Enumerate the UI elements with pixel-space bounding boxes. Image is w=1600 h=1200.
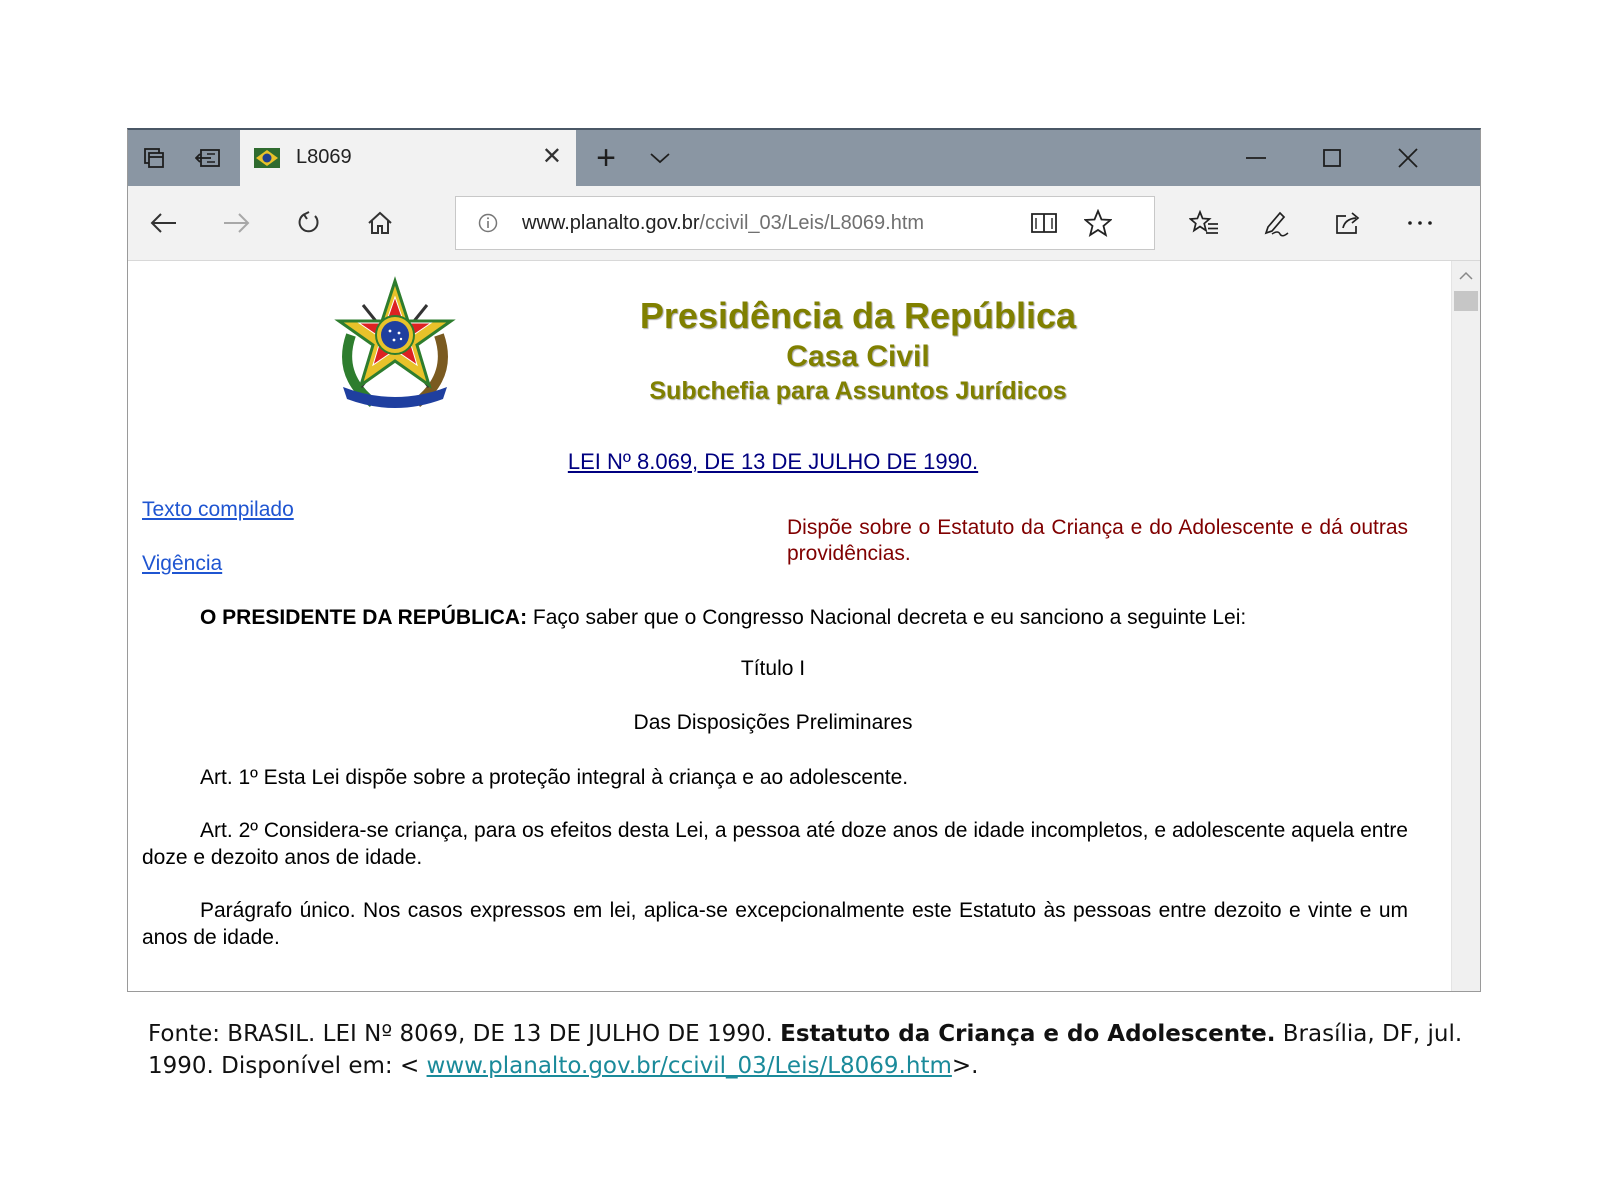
vertical-scrollbar[interactable] — [1451, 261, 1480, 992]
vigencia-link[interactable]: Vigência — [142, 552, 223, 575]
department-name: Subchefia para Assuntos Jurídicos — [649, 377, 1067, 405]
set-tabs-aside-icon[interactable] — [182, 130, 234, 186]
address-bar[interactable] — [455, 196, 1155, 250]
active-tab[interactable] — [240, 130, 576, 186]
browser-window — [127, 128, 1481, 992]
reading-view-icon[interactable] — [1030, 210, 1058, 241]
back-arrow-icon[interactable] — [138, 198, 190, 248]
page-subtitle: Casa Civil — [786, 340, 930, 373]
title-name: Das Disposições Preliminares — [633, 711, 913, 734]
caption-prefix: Fonte: BRASIL. LEI Nº 8069, DE 13 DE JULHO DE 1990. — [148, 1021, 781, 1047]
page-title: Presidência da República — [639, 295, 1077, 336]
url-host: www.planalto.gov.br — [522, 212, 700, 234]
caption-url-link[interactable]: www.planalto.gov.br/ccivil_03/Leis/L8069.htm — [426, 1053, 952, 1079]
tab-title: L8069 — [296, 146, 352, 168]
maximize-icon[interactable] — [1294, 130, 1370, 186]
title-heading: Título I — [740, 657, 806, 680]
new-tab-button[interactable]: + — [596, 138, 616, 177]
refresh-icon[interactable] — [282, 198, 334, 248]
law-ementa: Dispõe sobre o Estatuto da Criança e do Adolescente e dá outras providências. — [787, 516, 1408, 565]
caption-middle: Brasília, DF, jul. 1990. Disponível em: < — [148, 1021, 1463, 1079]
more-options-icon[interactable] — [1394, 198, 1446, 248]
navigation-bar — [128, 186, 1480, 261]
favorites-hub-icon[interactable] — [1178, 198, 1230, 248]
tab-bar — [128, 130, 1480, 186]
preamble-bold: O PRESIDENTE DA REPÚBLICA: — [200, 606, 528, 629]
url-path: /ccivil_03/Leis/L8069.htm — [699, 212, 925, 234]
home-icon[interactable] — [354, 198, 406, 248]
page-content — [128, 261, 1480, 992]
caption-bold: Estatuto da Criança e do Adolescente. — [780, 1021, 1276, 1047]
article-2: Art. 2º Considera-se criança, para os efeitos desta Lei, a pessoa até doze anos de idade incompletos, e adolescente aquela entre doze e dezoito anos de idade. — [142, 819, 1408, 869]
chevron-down-icon[interactable] — [634, 130, 686, 186]
window-close-icon[interactable] — [1370, 130, 1446, 186]
caption-suffix: >. — [951, 1053, 979, 1079]
url-text[interactable] — [522, 212, 924, 235]
preamble-text: Faço saber que o Congresso Nacional decreta e eu sanciono a seguinte Lei: — [527, 606, 1247, 629]
minimize-icon[interactable] — [1218, 130, 1294, 186]
share-icon[interactable] — [1322, 198, 1374, 248]
law-title-link[interactable]: LEI Nº 8.069, DE 13 DE JULHO DE 1990. — [567, 449, 979, 474]
brazil-flag-icon — [254, 148, 280, 168]
close-icon[interactable]: ✕ — [541, 143, 562, 170]
brazil-coat-of-arms-icon — [333, 275, 457, 415]
paragraph-unico: Parágrafo único. Nos casos expressos em lei, aplica-se excepcionalmente este Estatuto às pessoas entre dezoito e vinte e um anos de idade. — [142, 899, 1408, 949]
scroll-up-icon[interactable] — [1459, 271, 1473, 281]
source-caption — [148, 1018, 1473, 1082]
tab-manager-icon[interactable] — [128, 130, 180, 186]
forward-arrow-icon[interactable] — [210, 198, 262, 248]
favorite-star-icon[interactable] — [1084, 209, 1112, 242]
scrollbar-thumb[interactable] — [1454, 291, 1478, 311]
preamble — [142, 604, 1408, 631]
info-icon[interactable] — [478, 213, 498, 233]
texto-compilado-link[interactable]: Texto compilado — [142, 498, 294, 521]
article-1: Art. 1º Esta Lei dispõe sobre a proteção integral à criança e ao adolescente. — [200, 766, 909, 789]
web-note-pen-icon[interactable] — [1250, 198, 1302, 248]
